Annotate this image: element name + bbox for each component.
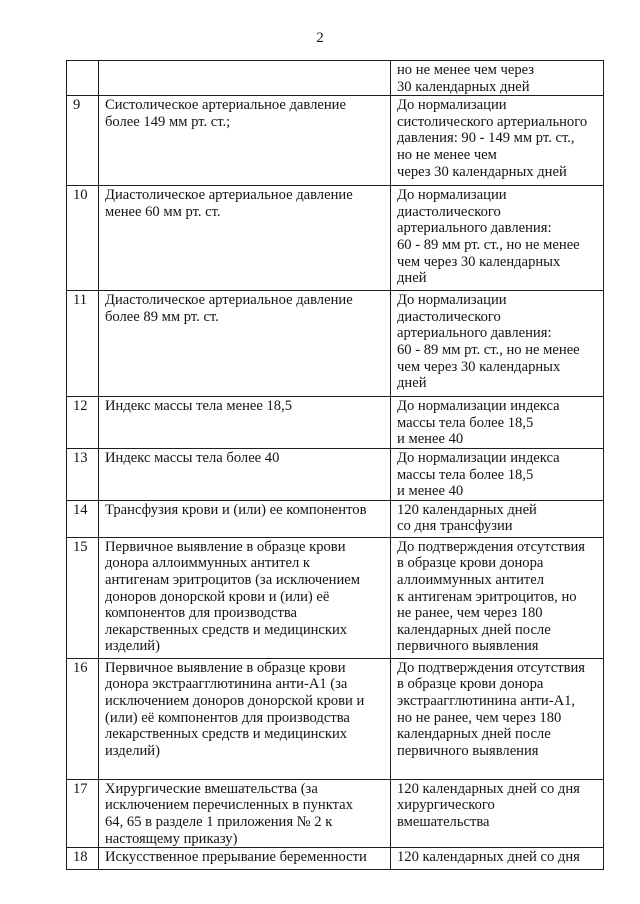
term-line: чем через 30 календарных — [397, 253, 561, 270]
row-number: 11 — [67, 291, 99, 397]
condition-line: менее 60 мм рт. ст. — [105, 203, 221, 220]
term-line: 60 - 89 мм рт. ст., но не менее — [397, 236, 580, 253]
term-line: дней — [397, 270, 427, 287]
condition-line: Систолическое артериальное давление — [105, 97, 346, 114]
condition-cell — [99, 186, 391, 291]
row-number: 14 — [67, 500, 99, 537]
condition-cell — [99, 848, 391, 870]
term-line: календарных дней после — [397, 726, 551, 743]
term-line: первичного выявления — [397, 638, 539, 655]
term-cell — [391, 448, 604, 500]
condition-line: доноров донорской крови и (или) её — [105, 588, 330, 605]
condition-line: настоящему приказу) — [105, 830, 238, 847]
term-line: и менее 40 — [397, 431, 464, 448]
term-line: но не менее чем — [397, 146, 497, 163]
condition-line: более 149 мм рт. ст.; — [105, 113, 231, 130]
term-line: дней — [397, 375, 427, 392]
row-number: 12 — [67, 397, 99, 449]
row-number — [67, 61, 99, 96]
term-cell — [391, 658, 604, 779]
condition-line: Индекс массы тела менее 18,5 — [105, 398, 293, 415]
term-line: хирургического — [397, 797, 495, 814]
term-line: массы тела более 18,5 — [397, 466, 534, 483]
condition-line: Искусственное прерывание беременности — [105, 849, 367, 866]
term-line: вмешательства — [397, 813, 490, 830]
table-row — [67, 537, 604, 658]
page-number: 2 — [316, 30, 324, 46]
condition-line: лекарственных средств и медицинских — [105, 621, 348, 638]
row-number: 15 — [67, 537, 99, 658]
term-cell — [391, 186, 604, 291]
term-line: в образце крови донора — [397, 676, 544, 693]
term-line: До нормализации — [397, 187, 507, 204]
condition-line: изделий) — [105, 742, 160, 759]
condition-cell — [99, 448, 391, 500]
condition-line: Индекс массы тела более 40 — [105, 449, 280, 466]
term-line: со дня трансфузии — [397, 518, 513, 535]
term-line: 120 календарных дней со дня — [397, 849, 580, 866]
condition-line: донора экстраагглютинина анти-А1 (за — [105, 676, 348, 693]
term-cell — [391, 96, 604, 186]
term-line: но не менее чем через — [397, 62, 535, 78]
table-row — [67, 397, 604, 449]
row-number: 18 — [67, 848, 99, 870]
condition-line: донора аллоиммунных антител к — [105, 555, 311, 572]
term-line: систолического артериального — [397, 113, 588, 130]
table-row — [67, 779, 604, 847]
term-line: и менее 40 — [397, 483, 464, 500]
table-row — [67, 500, 604, 537]
term-line: не ранее, чем через 180 — [397, 605, 543, 622]
table-row — [67, 96, 604, 186]
condition-line: Диастолическое артериальное давление — [105, 292, 353, 309]
condition-line: Первичное выявление в образце крови — [105, 538, 346, 555]
term-line: До нормализации индекса — [397, 449, 560, 466]
condition-line: компонентов для производства — [105, 605, 297, 622]
condition-cell — [99, 397, 391, 449]
condition-cell — [99, 291, 391, 397]
term-line: До подтверждения отсутствия — [397, 659, 586, 676]
term-line: До нормализации — [397, 97, 507, 114]
term-line: 30 календарных дней — [397, 78, 530, 95]
row-number: 17 — [67, 779, 99, 847]
term-cell — [391, 500, 604, 537]
table-row — [67, 658, 604, 779]
condition-line: Трансфузия крови и (или) ее компонентов — [105, 501, 367, 518]
term-line: артериального давления: — [397, 325, 552, 342]
table-row — [67, 61, 604, 96]
term-line: чем через 30 календарных — [397, 358, 561, 375]
term-line: массы тела более 18,5 — [397, 414, 534, 431]
condition-line: лекарственных средств и медицинских — [105, 726, 348, 743]
term-line: но не ранее, чем через 180 — [397, 709, 562, 726]
term-line: первичного выявления — [397, 742, 539, 759]
term-line: 60 - 89 мм рт. ст., но не менее — [397, 341, 580, 358]
criteria-table — [66, 60, 604, 870]
term-line: До нормализации — [397, 292, 507, 309]
term-cell — [391, 779, 604, 847]
term-line: 120 календарных дней со дня — [397, 780, 580, 797]
row-number: 10 — [67, 186, 99, 291]
condition-line: 64, 65 в разделе 1 приложения № 2 к — [105, 813, 333, 830]
term-cell — [391, 397, 604, 449]
term-cell — [391, 61, 604, 96]
condition-line: исключением перечисленных в пунктах — [105, 797, 353, 814]
row-number: 9 — [67, 96, 99, 186]
term-line: До нормализации индекса — [397, 398, 560, 415]
term-line: артериального давления: — [397, 220, 552, 237]
condition-cell — [99, 500, 391, 537]
row-number: 13 — [67, 448, 99, 500]
term-line: в образце крови донора — [397, 555, 544, 572]
condition-cell — [99, 61, 391, 96]
condition-line: Первичное выявление в образце крови — [105, 659, 346, 676]
term-line: календарных дней после — [397, 621, 551, 638]
condition-line: изделий) — [105, 638, 160, 655]
term-line: диастолического — [397, 308, 501, 325]
condition-cell — [99, 537, 391, 658]
term-cell — [391, 848, 604, 870]
term-line: аллоиммунных антител — [397, 571, 545, 588]
condition-line: более 89 мм рт. ст. — [105, 308, 219, 325]
term-cell — [391, 537, 604, 658]
table-row — [67, 291, 604, 397]
term-line: экстраагглютинина анти-А1, — [397, 692, 576, 709]
condition-line: антигенам эритроцитов (за исключением — [105, 571, 360, 588]
condition-cell — [99, 96, 391, 186]
table-row — [67, 448, 604, 500]
term-line: диастолического — [397, 203, 501, 220]
condition-line: Хирургические вмешательства (за — [105, 780, 318, 797]
row-number: 16 — [67, 658, 99, 779]
term-line: До подтверждения отсутствия — [397, 538, 586, 555]
condition-cell — [99, 779, 391, 847]
table-row — [67, 186, 604, 291]
term-cell — [391, 291, 604, 397]
term-line: давления: 90 - 149 мм рт. ст., — [397, 130, 575, 147]
table-row — [67, 848, 604, 870]
condition-cell — [99, 658, 391, 779]
term-line: 120 календарных дней — [397, 501, 537, 518]
term-line: через 30 календарных дней — [397, 163, 567, 180]
condition-line: Диастолическое артериальное давление — [105, 187, 353, 204]
condition-line: исключением доноров донорской крови и — [105, 692, 365, 709]
term-line: к антигенам эритроцитов, но — [397, 588, 577, 605]
condition-line: (или) её компонентов для производства — [105, 709, 350, 726]
